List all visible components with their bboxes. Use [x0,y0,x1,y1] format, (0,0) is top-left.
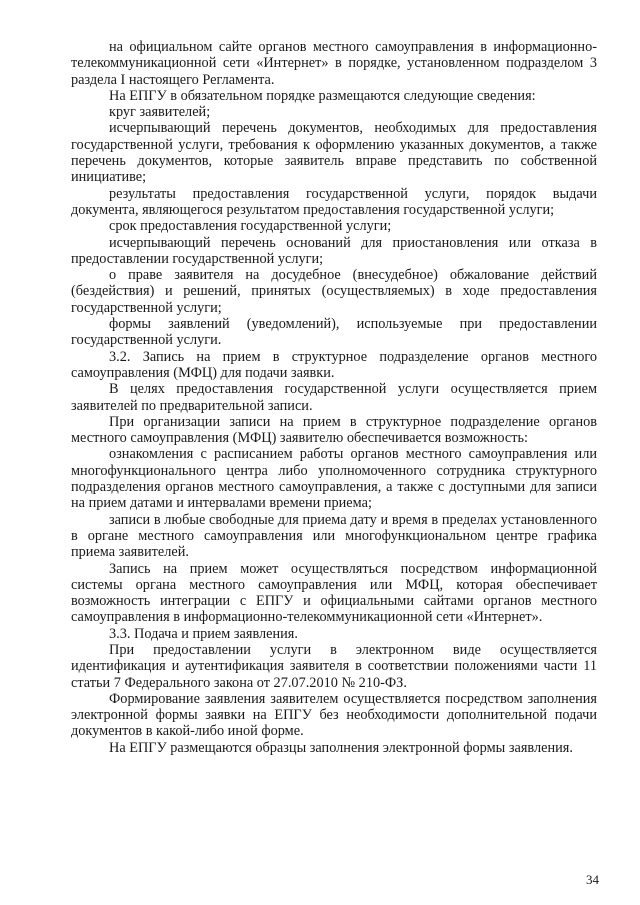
page-number: 34 [586,872,599,887]
paragraph-schedule-review: ознакомления с расписанием работы органов местного самоуправления или многофункционального центра либо уполномоченного сотрудника структурного подразделения органов местного самоуправления, а также с доступными для записи на прием датами и интервалами времени приема; [71,446,597,512]
paragraph-form-filling: Формирование заявления заявителем осуществляется посредством заполнения электронной формы заявки на ЕПГУ без необходимости дополнительной подачи документов в какой-либо иной форме. [71,690,597,740]
paragraph-service-term: срок предоставления государственной услуги; [109,218,392,235]
paragraph-free-slot-booking: записи в любые свободные для приема дату и время в пределах установленного в органе местного самоуправления или многофункциональном центре графика приема заявителей. [71,511,597,561]
paragraph-epgu-info-intro: На ЕПГУ в обязательном порядке размещаются следующие сведения: [109,87,536,104]
paragraph-appointment-possibilities: При организации записи на прием в структурное подразделение органов местного самоуправления (МФЦ) заявителю обеспечивается возможность: [71,413,597,447]
paragraph-appeal-right: о праве заявителя на досудебное (внесудебное) обжалование действий (бездействия) и решений, принятых (осуществляемых) в ходе предоставления государственной услуги; [71,267,597,316]
section-3-3-heading: 3.3. Подача и прием заявления. [109,625,298,642]
paragraph-refusal-grounds: исчерпывающий перечень оснований для приостановления или отказа в предоставлении государственной услуги; [71,234,597,267]
paragraph-official-site: на официальном сайте органов местного самоуправления в информационно-телекоммуникационной сети «Интернет» в порядке, установленном подразделом 3 раздела I настоящего Регламента. [71,39,597,88]
paragraph-identification: При предоставлении услуги в электронном виде осуществляется идентификация и аутентификация заявителя в соответствии положениями части 11 статьи 7 Федерального закона от 27.07.2010 № 210-ФЗ. [71,641,597,691]
paragraph-service-results: результаты предоставления государственной услуги, порядок выдачи документа, являющегося результатом предоставления государственной услуги; [71,185,597,218]
paragraph-applicants-circle: круг заявителей; [109,104,211,121]
paragraph-form-samples: На ЕПГУ размещаются образцы заполнения электронной формы заявления. [109,739,573,756]
paragraph-preliminary-appointment: В целях предоставления государственной услуги осуществляется прием заявителей по предварительной записи. [71,381,597,414]
paragraph-information-system: Запись на прием может осуществляться посредством информационной системы органа местного самоуправления или МФЦ, которая обеспечивает возможность интеграции с ЕПГУ и официальными сайтами органов местного самоуправления в информационно-телекоммуникационной сети «Интернет». [71,560,597,626]
paragraph-documents-list: исчерпывающий перечень документов, необходимых для предоставления государственной услуги, требования к оформлению указанных документов, а также перечень документов, которые заявитель вправе представить по собственной инициативе; [71,120,597,186]
paragraph-application-forms: формы заявлений (уведомлений), используемые при предоставлении государственной услуги. [71,316,597,349]
document-page [71,39,597,756]
section-3-2-heading: 3.2. Запись на прием в структурное подразделение органов местного самоуправления (МФЦ) для подачи заявки. [71,348,597,381]
